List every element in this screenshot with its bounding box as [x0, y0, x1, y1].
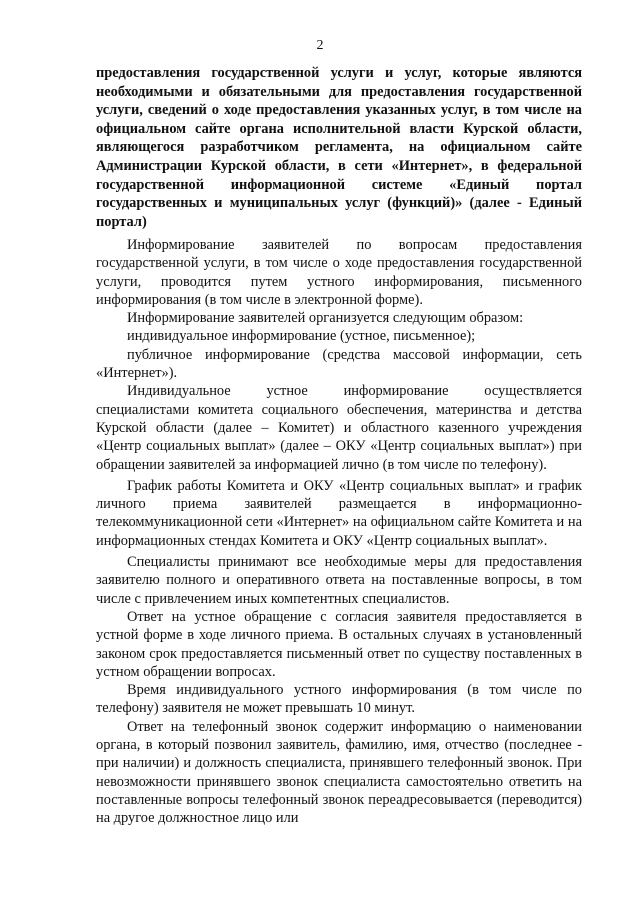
paragraph-specialists: Специалисты принимают все необходимые меры для предоставления заявителю полного и оперативного ответа на поставленные вопросы, в том числе с привлечением иных компетентных специалистов.: [96, 554, 582, 607]
paragraph-individual-informing: индивидуальное информирование (устное, письменное);: [127, 328, 476, 345]
paragraph-work-schedule: График работы Комитета и ОКУ «Центр социальных выплат» и график личного приема заявителей размещается в информационно-телекоммуникационной сети «Интернет» на официальном сайте Комитета и на информационных стендах Комитета и ОКУ «Центр социальных выплат».: [96, 477, 582, 549]
section-heading: предоставления государственной услуги и услуг, которые являются необходимыми и обязательными для предоставления государственной услуги, сведений о ходе предоставления указанных услуг, в том числе на официальном сайте органа исполнительной власти Курской области, являющегося разработчиком регламента, на официальном сайте Администрации Курской области, в сети «Интернет», в федеральной государственной информационной системе «Единый портал государственных и муниципальных услуг (функций)» (далее - Единый портал): [96, 65, 582, 230]
paragraph-informing: Информирование заявителей по вопросам предоставления государственной услуги, в том числе о ходе предоставления государственной услуги, проводится путем устного информирования, письменного информирования (в том числе в электронной форме).: [96, 237, 582, 308]
paragraph-public-informing: публичное информирование (средства массовой информации, сеть «Интернет»).: [96, 346, 582, 382]
page-number: 2: [316, 38, 324, 53]
paragraph-phone-call: Ответ на телефонный звонок содержит информацию о наименовании органа, в который позвонил заявитель, фамилию, имя, отчество (последнее - при наличии) и должность специалиста, принявшего телефонный звонок. При невозможности принявшего звонок специалиста самостоятельно ответить на поставленные вопросы телефонный звонок переадресовывается (переводится) на другое должностное лицо или: [96, 718, 582, 827]
paragraph-organization: Информирование заявителей организуется следующим образом:: [127, 310, 524, 327]
paragraph-oral-response: Ответ на устное обращение с согласия заявителя предоставляется в устной форме в ходе личного приема. В остальных случаях в установленный законом срок предоставляется письменный ответ по существу поставленных в устном обращении вопросах.: [96, 608, 582, 680]
paragraph-time-limit: Время индивидуального устного информирования (в том числе по телефону) заявителя не может превышать 10 минут.: [96, 682, 582, 717]
document-body: [96, 236, 582, 828]
paragraph-oral-informing: Индивидуальное устное информирование осуществляется специалистами комитета социального обеспечения, материнства и детства Курской области (далее – Комитет) и областного казенного учреждения «Центр социальных выплат» (далее – ОКУ «Центр социальных выплат») при обращении заявителей за информацией лично (в том числе по телефону).: [96, 383, 582, 473]
